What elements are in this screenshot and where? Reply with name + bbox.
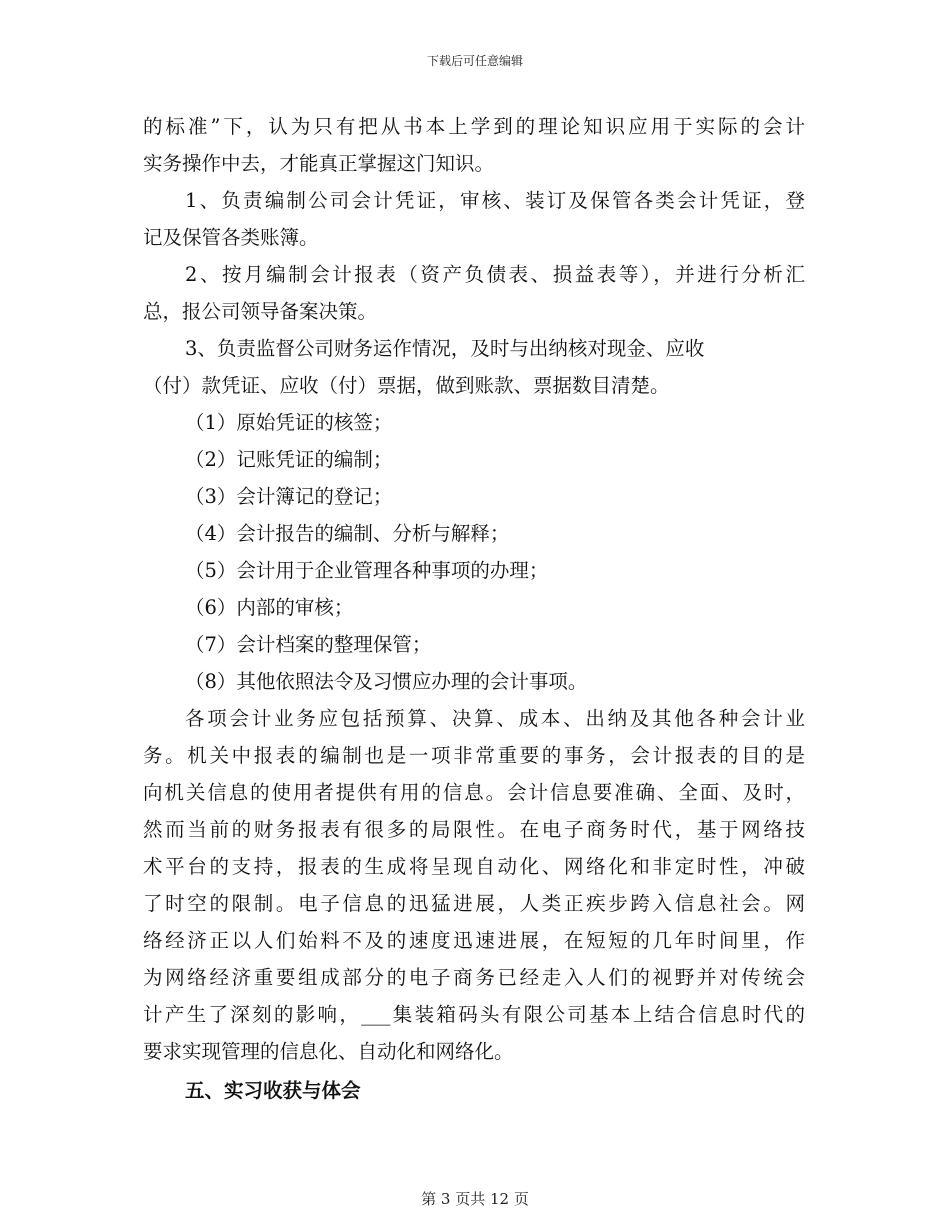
paragraph-duty-2 — [143, 256, 805, 330]
list-item: （4）会计报告的编制、分析与解释； — [185, 522, 510, 545]
list-item: （7）会计档案的整理保管； — [185, 633, 432, 656]
text-line: 总，报公司领导备案决策。 — [143, 300, 378, 323]
text-line: 3、负责监督公司财务运作情况，及时与出纳核对现金、应收 — [185, 337, 705, 360]
paragraph-duty-1 — [143, 182, 805, 256]
list-item: （3）会计簿记的登记； — [185, 485, 393, 508]
text-line: 计产生了深刻的影响，___集装箱码头有限公司基本上结合信息时代的 — [143, 1003, 805, 1026]
text-line: （付）款凭证、应收（付）票据，做到账款、票据数目清楚。 — [143, 374, 670, 397]
list-item: （8）其他依照法令及习惯应办理的会计事项。 — [185, 670, 588, 693]
paragraph-duty-3 — [143, 330, 805, 404]
text-line: 然而当前的财务报表有很多的局限性。在电子商务时代，基于网络技 — [143, 818, 805, 841]
page-header: 下载后可任意编辑 — [426, 54, 523, 68]
text-line: 术平台的支持，报表的生成将呈现自动化、网络化和非定时性，冲破 — [143, 855, 805, 878]
page-footer: 第 3 页共 12 页 — [421, 1190, 529, 1208]
list-item: （2）记账凭证的编制； — [185, 448, 393, 471]
paragraph-standard — [143, 108, 805, 182]
text-line: 记及保管各类账簿。 — [143, 226, 319, 249]
list-item: （1）原始凭证的核签； — [185, 411, 393, 434]
list-item: （6）内部的审核； — [185, 596, 354, 619]
text-line: 务。机关中报表的编制也是一项非常重要的事务，会计报表的目的是 — [143, 744, 805, 767]
text-line: 各项会计业务应包括预算、决算、成本、出纳及其他各种会计业 — [185, 707, 805, 730]
text-line: 为网络经济重要组成部分的电子商务已经走入人们的视野并对传统会 — [143, 966, 805, 989]
section-heading: 五、实习收获与体会 — [185, 1079, 361, 1102]
duty-sub-list — [143, 404, 805, 700]
text-line: 的标准”下，认为只有把从书本上学到的理论知识应用于实际的会计 — [143, 115, 805, 138]
paragraph-accounting-business — [143, 700, 805, 1070]
text-line: 实务操作中去，才能真正掌握这门知识。 — [143, 152, 495, 175]
text-line: 了时空的限制。电子信息的迅猛进展，人类正疾步跨入信息社会。网 — [143, 892, 805, 915]
text-line: 2、按月编制会计报表（资产负债表、损益表等），并进行分析汇 — [185, 263, 805, 286]
text-line: 要求实现管理的信息化、自动化和网络化。 — [143, 1040, 514, 1063]
text-line: 向机关信息的使用者提供有用的信息。会计信息要准确、全面、及时， — [143, 781, 805, 804]
document-body — [143, 108, 805, 1109]
list-item: （5）会计用于企业管理各种事项的办理； — [185, 559, 549, 582]
text-line: 络经济正以人们始料不及的速度迅速进展，在短短的几年时间里，作 — [143, 929, 805, 952]
text-line: 1、负责编制公司会计凭证，审核、装订及保管各类会计凭证，登 — [185, 189, 805, 212]
